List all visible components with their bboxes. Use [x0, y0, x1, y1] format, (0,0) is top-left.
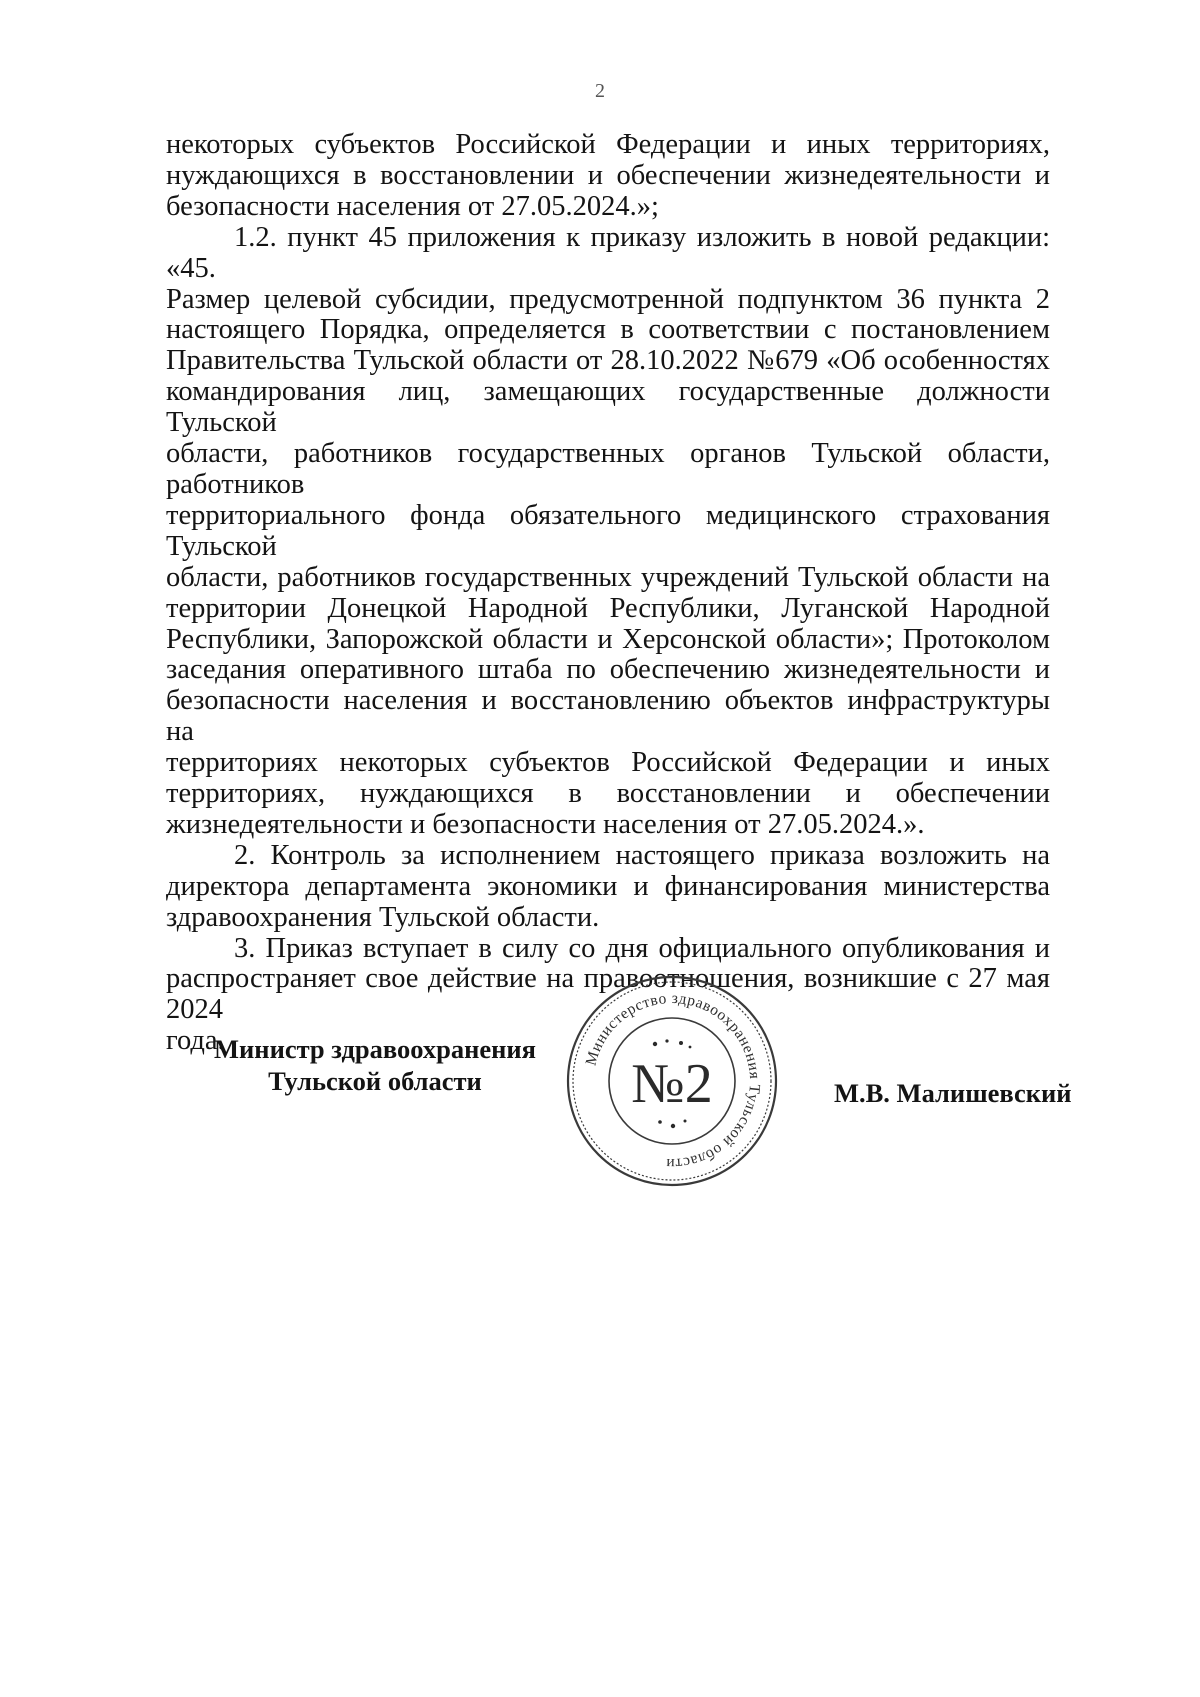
- text-line: области, работников государственных органов Тульской области, работников: [166, 438, 1050, 500]
- text-line: безопасности населения и восстановлению объектов инфраструктуры на: [166, 685, 1050, 748]
- text-line: Республики, Запорожской области и Херсонской области»; Протоколом: [166, 623, 1050, 655]
- seal-ring-text: Министерство здравоохранения Тульской области: [582, 989, 764, 1173]
- page-number: 2: [595, 80, 605, 102]
- text-line: настоящего Порядка, определяется в соответствии с постановлением: [166, 314, 1050, 346]
- text-line: Правительства Тульской области от 28.10.2022 №679 «Об особенностях: [166, 345, 1050, 377]
- order-body: [166, 130, 1050, 1057]
- text-line: директора департамента экономики и финансирования министерства: [166, 870, 1050, 902]
- text-line: командирования лиц, замещающих государственные должности Тульской: [166, 376, 1050, 439]
- text-line: 3. Приказ вступает в силу со дня официального опубликования и: [234, 932, 1050, 964]
- text-line: некоторых субъектов Российской Федерации и иных территориях,: [166, 129, 1050, 160]
- text-line: территориях, нуждающихся в восстановлении и обеспечении: [166, 778, 1050, 810]
- signatory-title: [190, 1033, 560, 1097]
- text-line: распространяет свое действие на правоотношения, возникшие с 27 мая 2024: [166, 963, 1050, 1026]
- text-line: территории Донецкой Народной Республики, Луганской Народной: [166, 592, 1050, 624]
- text-line: 1.2. пункт 45 приложения к приказу изложить в новой редакции: «45.: [166, 221, 1050, 284]
- signatory-name: М.В. Малишевский: [834, 1078, 1072, 1108]
- text-line: территориях некоторых субъектов Российской Федерации и иных: [166, 747, 1050, 779]
- text-line: здравоохранения Тульской области.: [166, 901, 600, 933]
- paragraph-2: [166, 841, 1050, 934]
- seal-center-text: №2: [631, 1053, 713, 1115]
- signatory-title-line: Тульской области: [268, 1066, 482, 1096]
- text-line: 2. Контроль за исполнением настоящего приказа возложить на: [234, 839, 1050, 871]
- paragraph-continuation: [166, 130, 1050, 223]
- text-line: области, работников государственных учреждений Тульской области на: [166, 561, 1050, 593]
- signatory-title-line: Министр здравоохранения: [214, 1034, 536, 1064]
- text-line: безопасности населения от 27.05.2024.»;: [166, 190, 659, 222]
- text-line: жизнедеятельности и безопасности населения от 27.05.2024.».: [166, 808, 925, 840]
- official-seal: [563, 972, 781, 1190]
- text-line: территориального фонда обязательного медицинского страхования Тульской: [166, 499, 1050, 562]
- text-line: Размер целевой субсидии, предусмотренной подпунктом 36 пункта 2: [166, 283, 1050, 315]
- text-line: года.: [166, 1025, 225, 1057]
- text-line: заседания оперативного штаба по обеспечению жизнедеятельности и: [166, 654, 1050, 686]
- text-line: нуждающихся в восстановлении и обеспечении жизнедеятельности и: [166, 159, 1050, 191]
- paragraph-1-2: [166, 223, 1050, 841]
